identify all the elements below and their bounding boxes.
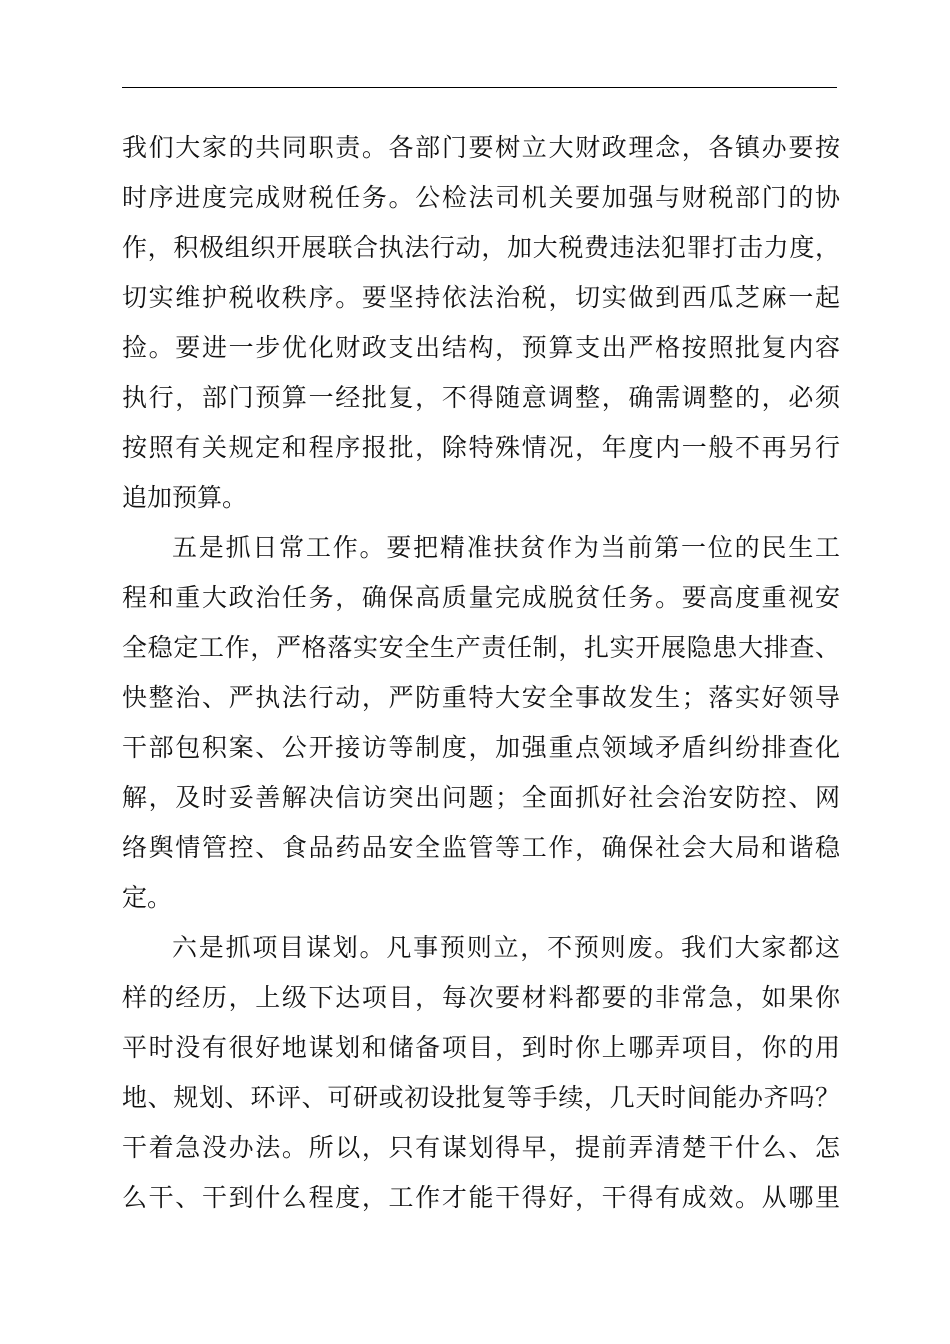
header-rule: [122, 87, 837, 88]
text-line: 样的经历，上级下达项目，每次要材料都要的非常急，如果你: [122, 983, 840, 1012]
text-line: 干部包积案、公开接访等制度，加强重点领域矛盾纠纷排查化: [122, 733, 840, 762]
paragraph-first-line: 五是抓日常工作。要把精准扶贫作为当前第一位的民生工: [172, 533, 840, 562]
text-line: 全稳定工作，严格落实安全生产责任制，扎实开展隐患大排查、: [122, 633, 840, 662]
text-line: 地、规划、环评、可研或初设批复等手续，几天时间能办齐吗？: [122, 1083, 840, 1112]
paragraph-first-line: 六是抓项目谋划。凡事预则立，不预则废。我们大家都这: [172, 933, 840, 962]
text-line: 执行，部门预算一经批复，不得随意调整，确需调整的，必须: [122, 383, 840, 412]
text-line: 干着急没办法。所以，只有谋划得早，提前弄清楚干什么、怎: [122, 1133, 840, 1162]
text-line: 捡。要进一步优化财政支出结构，预算支出严格按照批复内容: [122, 333, 840, 362]
text-line: 定。: [122, 883, 173, 912]
text-line: 络舆情管控、食品药品安全监管等工作，确保社会大局和谐稳: [122, 833, 840, 862]
text-line: 平时没有很好地谋划和储备项目，到时你上哪弄项目，你的用: [122, 1033, 840, 1062]
text-line: 追加预算。: [122, 483, 248, 512]
text-line: 时序进度完成财税任务。公检法司机关要加强与财税部门的协: [122, 183, 840, 212]
text-line: 么干、干到什么程度，工作才能干得好，干得有成效。从哪里: [122, 1183, 840, 1212]
text-line: 快整治、严执法行动，严防重特大安全事故发生；落实好领导: [122, 683, 840, 712]
text-line: 我们大家的共同职责。各部门要树立大财政理念，各镇办要按: [122, 133, 840, 162]
text-line: 作，积极组织开展联合执法行动，加大税费违法犯罪打击力度，: [122, 233, 840, 262]
text-line: 切实维护税收秩序。要坚持依法治税，切实做到西瓜芝麻一起: [122, 283, 840, 312]
text-line: 按照有关规定和程序报批，除特殊情况，年度内一般不再另行: [122, 433, 840, 462]
text-line: 程和重大政治任务，确保高质量完成脱贫任务。要高度重视安: [122, 583, 840, 612]
text-line: 解，及时妥善解决信访突出问题；全面抓好社会治安防控、网: [122, 783, 840, 812]
